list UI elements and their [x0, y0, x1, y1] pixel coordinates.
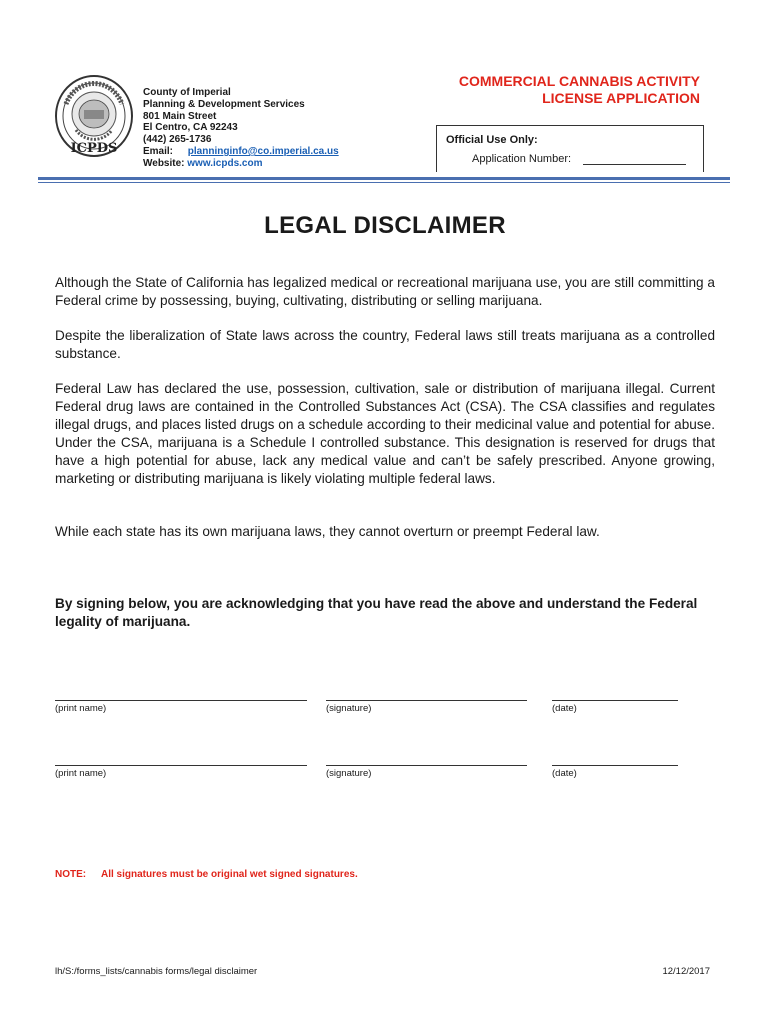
footer-file-path: lh/S:/forms_lists/cannabis forms/legal disclaimer [55, 966, 258, 977]
agency-city: El Centro, CA 92243 [143, 122, 238, 134]
date-field-1[interactable] [552, 700, 678, 701]
print-name-label-1: (print name) [55, 703, 107, 714]
note-label: NOTE: [55, 869, 87, 880]
application-number-field[interactable] [583, 164, 686, 165]
application-number-label: Application Number: [472, 153, 572, 165]
county-seal-logo [54, 74, 134, 158]
signature-label-2: (signature) [326, 768, 372, 779]
seal-text: ICPDS [70, 141, 118, 156]
agency-department: Planning & Development Services [143, 98, 305, 110]
footer-date: 12/12/2017 [662, 966, 710, 977]
header-divider-thin [38, 182, 730, 183]
agency-contact-block [143, 87, 339, 170]
header-divider-thick [38, 177, 730, 180]
date-label-1: (date) [552, 703, 577, 714]
note-text: All signatures must be original wet signed signatures. [101, 869, 358, 880]
website-link[interactable]: www.icpds.com [187, 157, 263, 169]
signature-label-1: (signature) [326, 703, 372, 714]
print-name-field-1[interactable] [55, 700, 307, 701]
form-title [400, 73, 700, 107]
agency-phone: (442) 265-1736 [143, 134, 212, 146]
form-title-line2: LICENSE APPLICATION [542, 90, 700, 106]
signature-field-2[interactable] [326, 765, 527, 766]
paragraph-4: While each state has its own marijuana laws, they cannot overturn or preempt Federal law. [55, 524, 600, 539]
email-link[interactable]: planninginfo@co.imperial.ca.us [187, 145, 339, 157]
paragraph-3: Federal Law has declared the use, possession, cultivation, sale or distribution of marijuana illegal. Current Federal drug laws are contained in the Controlled Substances Act (CSA). The CSA classifies and regulates illegal drugs, and places listed drugs on a schedule according to their medicinal value and potential for abuse. Under the CSA, marijuana is a Schedule I controlled substance. This designation is reserved for drugs that have a high potential for abuse, lack any medical value and can’t be safely prescribed. Anyone growing, marketing or distributing marijuana is likely violating multiple federal laws. [55, 381, 715, 486]
paragraph-1: Although the State of California has legalized medical or recreational marijuana use, you are still committing a Federal crime by possessing, buying, cultivating, distributing or selling marijuana. [55, 275, 715, 308]
date-field-2[interactable] [552, 765, 678, 766]
form-title-line1: COMMERCIAL CANNABIS ACTIVITY [458, 73, 700, 89]
acknowledgement-statement: By signing below, you are acknowledging that you have read the above and understand the Federal legality of marijuana. [55, 596, 698, 629]
agency-street: 801 Main Street [143, 110, 217, 122]
print-name-field-2[interactable] [55, 765, 307, 766]
signature-field-1[interactable] [326, 700, 527, 701]
date-label-2: (date) [552, 768, 577, 779]
official-use-label: Official Use Only: [446, 134, 538, 146]
website-label: Website: [143, 157, 185, 169]
print-name-label-2: (print name) [55, 768, 107, 779]
email-label: Email: [143, 145, 174, 157]
paragraph-2: Despite the liberalization of State laws across the country, Federal laws still treats marijuana as a controlled substance. [55, 328, 715, 361]
agency-name: County of Imperial [143, 87, 231, 98]
document-title: LEGAL DISCLAIMER [264, 212, 506, 239]
